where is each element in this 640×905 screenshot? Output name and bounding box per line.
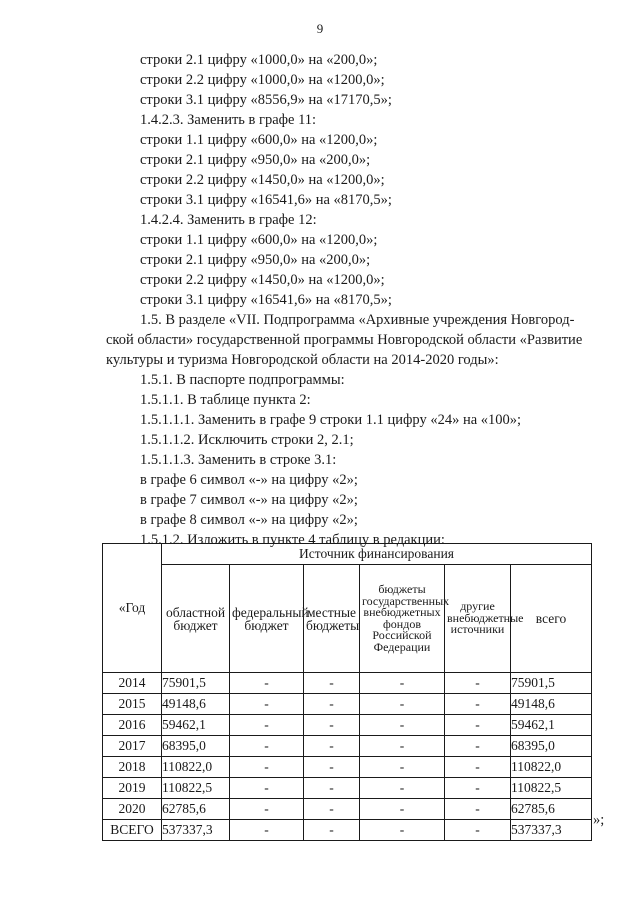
cell-year: 2015 <box>103 694 162 715</box>
text-line: строки 1.1 цифру «600,0» на «1200,0»; <box>140 132 378 148</box>
cell-oblast: 68395,0 <box>162 736 230 757</box>
cell-federal: - <box>230 778 304 799</box>
cell-local: - <box>304 715 360 736</box>
cell-local: - <box>304 820 360 841</box>
cell-funds: - <box>360 736 445 757</box>
cell-local: - <box>304 673 360 694</box>
cell-oblast: 62785,6 <box>162 799 230 820</box>
cell-local: - <box>304 778 360 799</box>
cell-federal: - <box>230 757 304 778</box>
cell-total: 59462,1 <box>511 715 592 736</box>
column-header-other: другие внебюджетные источники <box>445 565 511 673</box>
text-line: строки 2.2 цифру «1450,0» на «1200,0»; <box>140 172 385 188</box>
cell-other: - <box>445 736 511 757</box>
table-row <box>103 715 592 736</box>
cell-funds: - <box>360 799 445 820</box>
table-row <box>103 694 592 715</box>
text-line: строки 2.1 цифру «950,0» на «200,0»; <box>140 252 371 268</box>
cell-total: 68395,0 <box>511 736 592 757</box>
cell-federal: - <box>230 673 304 694</box>
cell-other: - <box>445 820 511 841</box>
cell-local: - <box>304 757 360 778</box>
text-line: строки 2.2 цифру «1450,0» на «1200,0»; <box>140 272 385 288</box>
cell-oblast: 110822,0 <box>162 757 230 778</box>
cell-federal: - <box>230 820 304 841</box>
text-line: 1.5.1.1. В таблице пункта 2: <box>140 392 311 408</box>
text-line: 1.4.2.3. Заменить в графе 11: <box>140 112 317 128</box>
text-line: строки 3.1 цифру «16541,6» на «8170,5»; <box>140 292 392 308</box>
text-line: строки 2.2 цифру «1000,0» на «1200,0»; <box>140 72 385 88</box>
table-row <box>103 799 592 820</box>
text-line: строки 2.1 цифру «950,0» на «200,0»; <box>140 152 371 168</box>
text-line: 1.5.1.1.3. Заменить в строке 3.1: <box>140 452 337 468</box>
text-line: строки 3.1 цифру «16541,6» на «8170,5»; <box>140 192 392 208</box>
cell-funds: - <box>360 694 445 715</box>
cell-other: - <box>445 715 511 736</box>
page-number: 9 <box>316 21 324 36</box>
cell-federal: - <box>230 694 304 715</box>
cell-year: ВСЕГО <box>103 820 162 841</box>
cell-oblast: 537337,3 <box>162 820 230 841</box>
cell-year: 2019 <box>103 778 162 799</box>
cell-total: 110822,5 <box>511 778 592 799</box>
cell-total: 75901,5 <box>511 673 592 694</box>
cell-other: - <box>445 799 511 820</box>
cell-oblast: 75901,5 <box>162 673 230 694</box>
cell-federal: - <box>230 736 304 757</box>
cell-year: 2018 <box>103 757 162 778</box>
table-row-total <box>103 820 592 841</box>
closing-quote: »; <box>593 812 605 828</box>
column-header-federal: федеральный бюджет <box>230 565 304 673</box>
cell-total: 110822,0 <box>511 757 592 778</box>
column-header-local: местные бюджеты <box>304 565 360 673</box>
cell-local: - <box>304 736 360 757</box>
column-header-funds: бюджеты государственных внебюджетных фондов Российской Федерации <box>360 565 445 673</box>
cell-federal: - <box>230 715 304 736</box>
cell-year: 2016 <box>103 715 162 736</box>
cell-total: 49148,6 <box>511 694 592 715</box>
table-row <box>103 673 592 694</box>
cell-total: 62785,6 <box>511 799 592 820</box>
cell-other: - <box>445 673 511 694</box>
cell-other: - <box>445 694 511 715</box>
cell-federal: - <box>230 799 304 820</box>
text-line: строки 3.1 цифру «8556,9» на «17170,5»; <box>140 92 392 108</box>
funding-table <box>102 543 592 841</box>
text-line: 1.4.2.4. Заменить в графе 12: <box>140 212 317 228</box>
table-row <box>103 757 592 778</box>
cell-funds: - <box>360 820 445 841</box>
year-header: «Год <box>103 544 162 673</box>
cell-year: 2014 <box>103 673 162 694</box>
paragraph-line: ской области» государственной программы Новгородской области «Развитие <box>106 332 583 348</box>
text-line: 1.5.1.2. Изложить в пункте 4 таблицу в редакции: <box>140 532 445 548</box>
cell-other: - <box>445 757 511 778</box>
column-header-total: всего <box>511 565 592 673</box>
paragraph-line: 1.5. В разделе «VII. Подпрограмма «Архивные учреждения Новгород- <box>140 312 575 328</box>
source-header: Источник финансирования <box>162 544 592 565</box>
text-line: 1.5.1.1.2. Исключить строки 2, 2.1; <box>140 432 354 448</box>
cell-local: - <box>304 694 360 715</box>
table-row <box>103 736 592 757</box>
cell-funds: - <box>360 715 445 736</box>
text-line: в графе 7 символ «-» на цифру «2»; <box>140 492 358 508</box>
cell-oblast: 49148,6 <box>162 694 230 715</box>
column-header-oblast: областной бюджет <box>162 565 230 673</box>
cell-funds: - <box>360 673 445 694</box>
cell-oblast: 59462,1 <box>162 715 230 736</box>
cell-year: 2020 <box>103 799 162 820</box>
cell-total: 537337,3 <box>511 820 592 841</box>
cell-funds: - <box>360 757 445 778</box>
text-line: в графе 8 символ «-» на цифру «2»; <box>140 512 358 528</box>
table-row <box>103 778 592 799</box>
cell-other: - <box>445 778 511 799</box>
cell-local: - <box>304 799 360 820</box>
cell-funds: - <box>360 778 445 799</box>
cell-year: 2017 <box>103 736 162 757</box>
text-line: строки 1.1 цифру «600,0» на «1200,0»; <box>140 232 378 248</box>
cell-oblast: 110822,5 <box>162 778 230 799</box>
paragraph-line: культуры и туризма Новгородской области на 2014-2020 годы»: <box>106 352 499 368</box>
text-line: в графе 6 символ «-» на цифру «2»; <box>140 472 358 488</box>
text-line: 1.5.1. В паспорте подпрограммы: <box>140 372 345 388</box>
text-line: 1.5.1.1.1. Заменить в графе 9 строки 1.1 цифру «24» на «100»; <box>140 412 522 428</box>
text-line: строки 2.1 цифру «1000,0» на «200,0»; <box>140 52 378 68</box>
